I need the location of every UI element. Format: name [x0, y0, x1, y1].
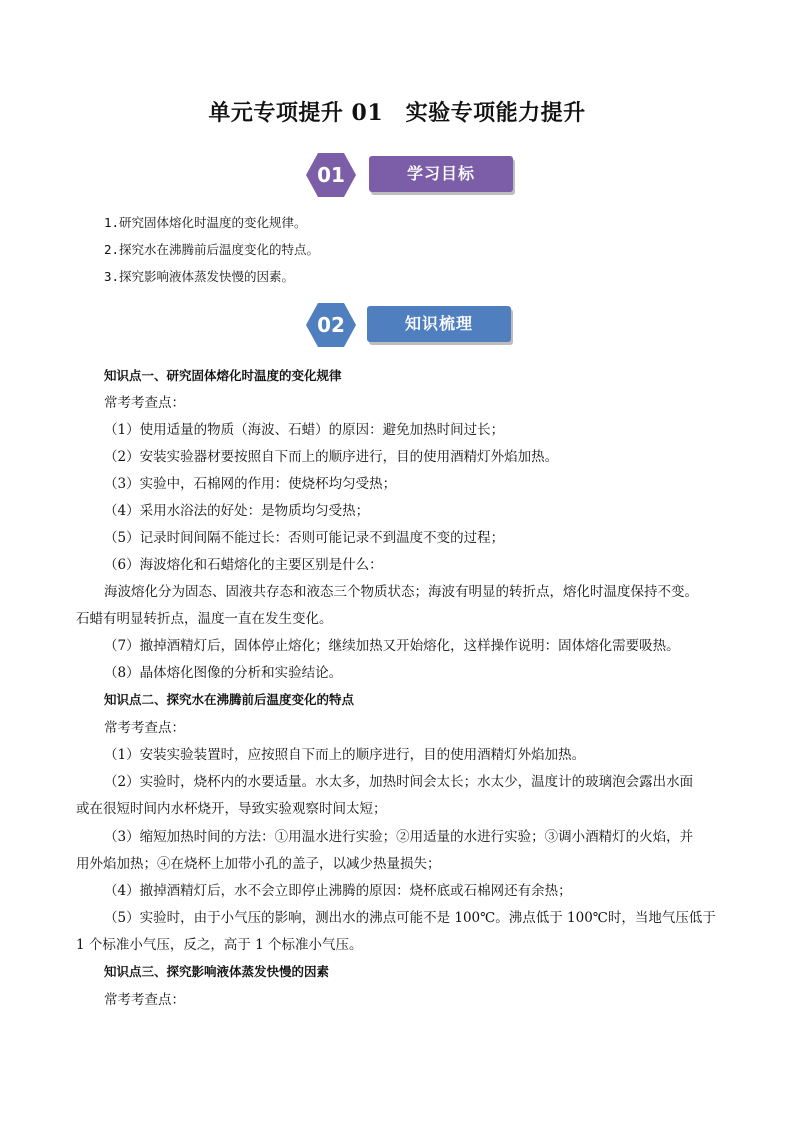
paragraph-line: （2）安装实验器材要按照自下而上的顺序进行，目的使用酒精灯外焰加热。 [104, 449, 559, 465]
paragraph-line: 或在很短时间内水杯烧开，导致实验观察时间太短； [76, 801, 387, 817]
goal-item: 1.研究固体熔化时温度的变化规律。 [104, 215, 307, 230]
section-number-badge: 01 [305, 152, 357, 198]
paragraph-line: （3）实验中，石棉网的作用：使烧杯均匀受热； [104, 476, 397, 492]
paragraph-line: 海波熔化分为固态、固液共存态和液态三个物质状态；海波有明显的转折点，熔化时温度保持不变。 [104, 584, 698, 600]
paragraph-line: （4）撤掉酒精灯后，水不会立即停止沸腾的原因：烧杯底或石棉网还有余热； [104, 883, 572, 899]
subheading: 常考考查点： [104, 395, 185, 411]
paragraph-line: （8）晶体熔化图像的分析和实验结论。 [104, 665, 343, 681]
paragraph-line: （5）记录时间间隔不能过长：否则可能记录不到温度不变的过程； [104, 530, 505, 546]
paragraph-line: （3）缩短加热时间的方法：①用温水进行实验；②用适量的水进行实验；③调小酒精灯的火焰，并 [104, 829, 694, 845]
paragraph-line: 用外焰加热；④在烧杯上加带小孔的盖子，以减少热量损失； [76, 856, 441, 872]
paragraph-line: （1）安装实验装置时，应按照自下而上的顺序进行，目的使用酒精灯外焰加热。 [104, 747, 586, 763]
paragraph-line: （7）撤掉酒精灯后，固体停止熔化；继续加热又开始熔化，这样操作说明：固体熔化需要吸热。 [104, 638, 680, 654]
paragraph-line: （1）使用适量的物质（海波、石蜡）的原因：避免加热时间过长； [104, 422, 505, 438]
paragraph-line: （6）海波熔化和石蜡熔化的主要区别是什么： [104, 557, 383, 573]
section-header-goals [0, 152, 794, 198]
paragraph-line: （5）实验时，由于小气压的影响，测出水的沸点可能不是 100℃。沸点低于 100℃时，当地气压低于 [104, 910, 716, 926]
page-title: 单元专项提升 01 实验专项能力提升 [208, 100, 586, 126]
section-header-knowledge [0, 302, 794, 348]
knowledge-heading: 知识点三、探究影响液体蒸发快慢的因素 [104, 964, 330, 979]
paragraph-line: 石蜡有明显转折点，温度一直在发生变化。 [76, 611, 333, 627]
paragraph-line: （4）采用水浴法的好处：是物质均匀受热； [104, 503, 370, 519]
knowledge-heading: 知识点二、探究水在沸腾前后温度变化的特点 [104, 692, 355, 707]
paragraph-line: （2）实验时，烧杯内的水要适量。水太多，加热时间会太长；水太少，温度计的玻璃泡会露出水面 [104, 774, 694, 790]
knowledge-heading: 知识点一、研究固体熔化时温度的变化规律 [104, 368, 342, 383]
section-label-goals: 学习目标 [369, 156, 513, 192]
goal-item: 3.探究影响液体蒸发快慢的因素。 [104, 269, 295, 284]
subheading: 常考考查点： [104, 720, 185, 736]
subheading: 常考考查点： [104, 992, 185, 1008]
paragraph-line: 1 个标准小气压，反之，高于 1 个标准小气压。 [76, 937, 363, 953]
section-number-badge: 02 [305, 302, 357, 348]
goal-item: 2.探究水在沸腾前后温度变化的特点。 [104, 242, 320, 257]
section-label-knowledge: 知识梳理 [367, 306, 511, 342]
